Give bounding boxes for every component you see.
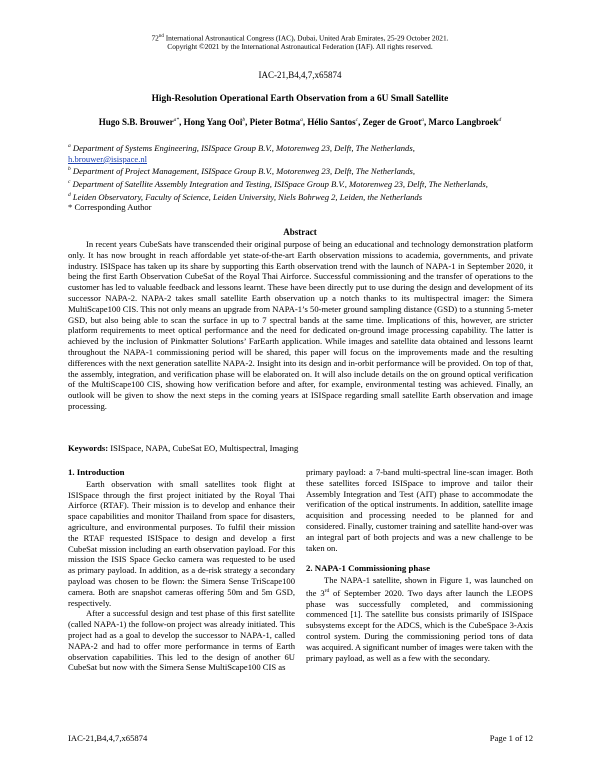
paragraph: After a successful design and test phase of this first satellite (called NAPA-1) the follow-on project was already initiated. This project had as a goal to develop the successor to NAPA-1, called NAPA-2 and had to offer more performance in terms of Earth observation capabilities. This led to the design of another 6U CubeSat but now with the Simera Sense MultiScape100 CIS as: [68, 608, 295, 673]
author: Pieter Botma$^a$,: [249, 117, 308, 127]
corresponding-author-note: * Corresponding Author: [68, 202, 152, 213]
affiliation-d: $^d$ Leiden Observatory, Faculty of Science, Leiden University, Niels Bohrweg 2, Leiden, the Netherlands: [68, 191, 423, 202]
author: Marco Langbroek$^d$: [428, 117, 502, 127]
keywords-text: ISISpace, NAPA, CubeSat EO, Multispectral, Imaging: [108, 443, 299, 453]
abstract-text: In recent years CubeSats have transcended their original purpose of being an educational and technology demonstration platform only. It has now brought in reach affordable yet state-of-the-art Earth observation missions to academia, governments, and private industry. ISISpace has taken up its share by supporting this Earth observation trend with the launch of NAPA-1 in September 2020, it being the first Earth Observation CubeSat of the Royal Thai Airforce. Successful commissioning and the transfer of operations to the customer has led to valuable feedback and lessons learnt. These have been directly put to use during the design and development of its successor NAPA-2. NAPA-2 takes small satellite Earth observation up a notch thanks to its multispectral imager: the Simera MultiScape100 CIS. This not only means an upgrade from NAPA-1’s 50-meter ground sampling distance (GSD) to a stunning 5-meter GSD, but also being able to scan the surface in up to 7 spectral bands at the same time. Implications of this, however, are stricter platform requirements to meet optical performance and the need for dedicated on-ground image processing capability. The latter is achieved by the inclusion of Pinkmatter Solutions’ FarEarth application. While images and satellite data obtained and lessons learnt throughout the NAPA-1 commissioning period will be shared, this paper will focus on the improvements made and the resulting differences with the next generation satellite NAPA-2. Insight into its design and in-orbit performance will be provided. On top of that, the assembly, integration, and verification phase will be elaborated on. It will also include details on the on ground optical verification of the MultiScape100 CIS, showing how verification before and after, for example, environmental testing was achieved. Finally, an outlook will be given to show the next steps in the coming years at ISISpace regarding small satellite Earth observation and image processing.: [68, 239, 533, 411]
author: Zeger de Groot$^a$,: [362, 117, 429, 127]
paragraph: Earth observation with small satellites took flight at ISISpace through the first project initiated by the Royal Thai Airforce (RTAF). Their mission is to develop and enhance their space capabilities and monitor Thailand from space for disasters, agriculture, and environmental purposes. To fulfil their mission the RTAF requested ISISpace to design and develop a first CubeSat mission including an earth observation payload. For this mission the ISIS Space Gecko camera was requested to be used as primary payload. In addition, as a de-risk strategy a secondary payload was chosen to be flown: the Simera Sense TriScape100 camera. Both are snapshot cameras offering 50m and 5m GSD, respectively.: [68, 478, 295, 608]
affiliation-c: $^c$ Department of Satellite Assembly Integration and Testing, ISISpace Group B.V., Motorenweg 23, Delft, The Netherlands,: [68, 178, 488, 189]
author-list: [0, 117, 600, 127]
affiliation-a: $^a$ Department of Systems Engineering, ISISpace Group B.V., Motorenweg 23, Delft, The Netherlands, h.brouwer@isispace.nl: [68, 142, 415, 164]
paragraph: The NAPA-1 satellite, shown in Figure 1, was launched on the 3rd of September 2020. Two days after launch the LEOPS phase was successfully completed, and commissioning commenced [1]. The satellite bus consists primarily of ISISpace subsystems except for the ADCS, which is the CubeSpace 3-Axis control system. During the commissioning period tons of data was acquired. A significant number of images were taken with the primary payload, as well as a few with the secondary.: [306, 575, 533, 663]
right-column: [306, 467, 533, 663]
conference-line-1: 72nd International Astronautical Congress (IAC), Dubai, United Arab Emirates, 25-29 October 2021.: [151, 33, 449, 43]
section-heading-introduction: 1. Introduction: [68, 467, 125, 477]
footer-paper-id: IAC-21,B4,4,7,x65874: [68, 733, 148, 743]
paragraph-continued: primary payload: a 7-band multi-spectral line-scan imager. Both these satellites forced ISISpace to improve and tailor their Assembly Integration and Test (AIT) phase to accommodate the verification of the optical instruments. In addition, satellite image acquisition and processing needed to be planned for and considered. Finally, customer training and satellite hand-over was an integral part of both projects and was a new challenge to be taken on.: [306, 467, 533, 553]
author-email-link[interactable]: h.brouwer@isispace.nl: [68, 153, 148, 164]
page-number: Page 1 of 12: [489, 733, 533, 743]
affiliation-b: $^b$ Department of Project Management, ISISpace Group B.V., Motorenweg 23, Delft, The Netherlands,: [68, 166, 415, 177]
author: Hélio Santos$^c$,: [307, 117, 363, 127]
left-column: [68, 467, 295, 673]
author: Hong Yang Ooi$^b$,: [183, 117, 250, 127]
author: Hugo S.B. Brouwer$^{a*}$,: [98, 117, 184, 127]
conference-header: [0, 32, 600, 51]
section-heading-napa1-commissioning: 2. NAPA-1 Commissioning phase: [306, 563, 430, 574]
keywords: [68, 443, 533, 454]
abstract-heading: Abstract: [283, 227, 317, 237]
conference-line-2: Copyright ©2021 by the International Astronautical Federation (IAF). All rights reserved.: [167, 42, 433, 52]
keywords-label: Keywords:: [68, 443, 109, 453]
paper-id: IAC-21,B4,4,7,x65874: [258, 70, 342, 80]
paper-title: High-Resolution Operational Earth Observation from a 6U Small Satellite: [151, 94, 449, 104]
affiliations: [68, 141, 538, 213]
